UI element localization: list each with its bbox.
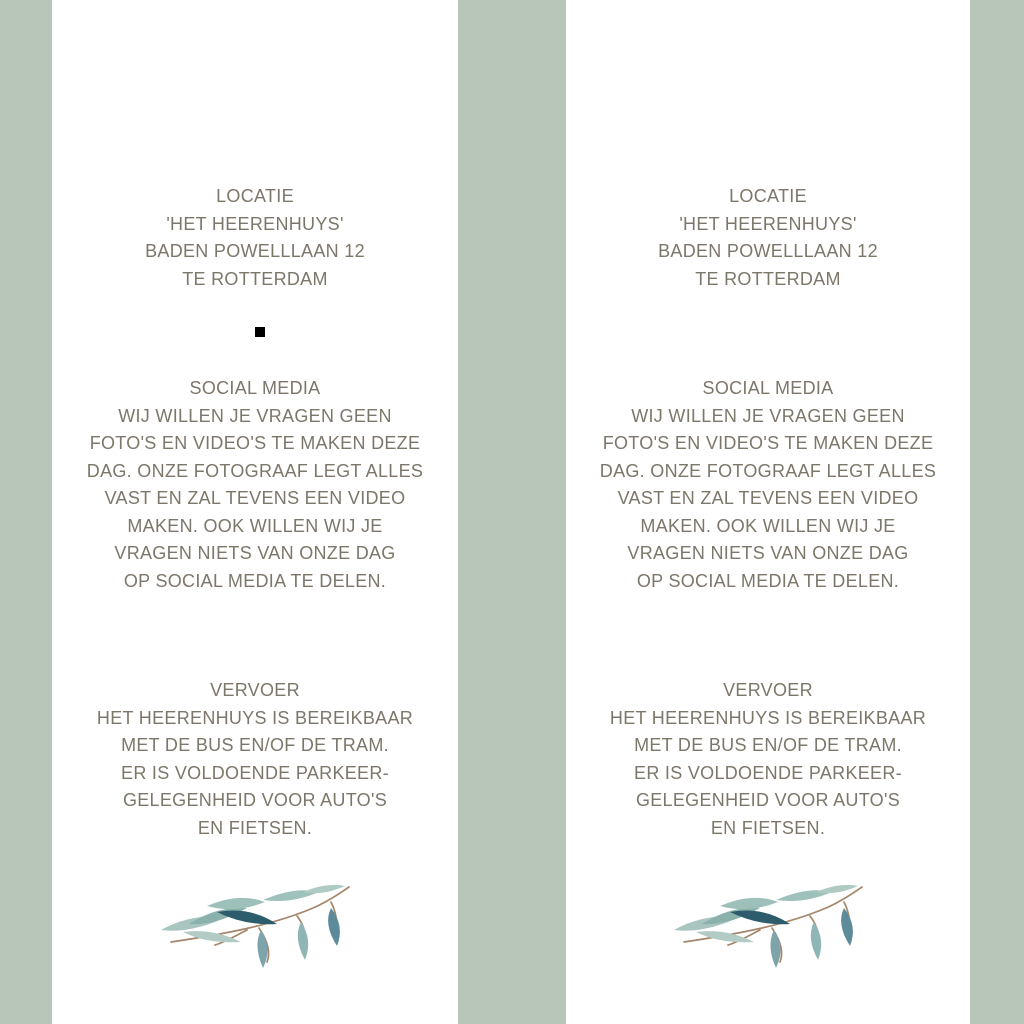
- social-media-line: DAG. ONZE FOTOGRAAF LEGT ALLES: [599, 460, 937, 481]
- social-media-line: VAST EN ZAL TEVENS EEN VIDEO: [104, 488, 406, 508]
- social-media-heading: SOCIAL MEDIA: [189, 378, 321, 398]
- social-media-line: FOTO'S EN VIDEO'S TE MAKEN DEZE: [602, 433, 934, 453]
- vervoer-heading: VERVOER: [210, 680, 300, 700]
- location-section: [566, 183, 970, 293]
- vervoer-section: [566, 677, 970, 842]
- vervoer-line: HET HEERENHUYS IS BEREIKBAAR: [96, 707, 414, 728]
- vervoer-line: MET DE BUS EN/OF DE TRAM.: [121, 735, 389, 755]
- eucalyptus-branch-illustration: [668, 880, 868, 976]
- social-media-line: OP SOCIAL MEDIA TE DELEN.: [636, 570, 900, 591]
- social-media-line: WIJ WILLEN JE VRAGEN GEEN: [118, 405, 392, 426]
- vervoer-line: HET HEERENHUYS IS BEREIKBAAR: [609, 707, 927, 728]
- vervoer-line: EN FIETSEN.: [197, 817, 313, 838]
- social-media-line: MAKEN. OOK WILLEN WIJ JE: [640, 515, 896, 536]
- location-line: TE ROTTERDAM: [182, 268, 328, 289]
- social-media-heading: SOCIAL MEDIA: [702, 378, 834, 398]
- social-media-line: FOTO'S EN VIDEO'S TE MAKEN DEZE: [89, 433, 421, 453]
- social-media-line: DAG. ONZE FOTOGRAAF LEGT ALLES: [86, 460, 424, 481]
- green-band-right: [970, 0, 1024, 1024]
- location-line: 'HET HEERENHUYS': [166, 213, 344, 234]
- vervoer-line: ER IS VOLDOENDE PARKEER-: [121, 762, 389, 783]
- green-band-middle: [458, 0, 566, 1024]
- vervoer-section: [52, 677, 458, 842]
- location-heading: LOCATIE: [729, 186, 807, 206]
- social-media-section: [566, 375, 970, 595]
- vervoer-line: MET DE BUS EN/OF DE TRAM.: [634, 735, 902, 755]
- green-band-left: [0, 0, 52, 1024]
- location-section: [52, 183, 458, 293]
- vervoer-line: EN FIETSEN.: [710, 817, 826, 838]
- card-panel-left: [52, 0, 458, 1024]
- text-cursor-square: [255, 327, 265, 337]
- social-media-line: VRAGEN NIETS VAN ONZE DAG: [114, 543, 396, 563]
- card-panel-right: [566, 0, 970, 1024]
- vervoer-line: ER IS VOLDOENDE PARKEER-: [634, 762, 902, 783]
- vervoer-line: GELEGENHEID VOOR AUTO'S: [122, 790, 388, 810]
- social-media-line: WIJ WILLEN JE VRAGEN GEEN: [631, 405, 905, 426]
- social-media-line: OP SOCIAL MEDIA TE DELEN.: [123, 570, 387, 591]
- social-media-line: VRAGEN NIETS VAN ONZE DAG: [627, 543, 909, 563]
- location-line: BADEN POWELLLAAN 12: [145, 241, 365, 261]
- social-media-section: [52, 375, 458, 595]
- location-line: 'HET HEERENHUYS': [679, 213, 857, 234]
- location-heading: LOCATIE: [216, 186, 294, 206]
- vervoer-line: GELEGENHEID VOOR AUTO'S: [635, 790, 901, 810]
- vervoer-heading: VERVOER: [723, 680, 813, 700]
- location-line: TE ROTTERDAM: [695, 268, 841, 289]
- social-media-line: VAST EN ZAL TEVENS EEN VIDEO: [617, 488, 919, 508]
- social-media-line: MAKEN. OOK WILLEN WIJ JE: [127, 515, 383, 536]
- location-line: BADEN POWELLLAAN 12: [658, 241, 878, 261]
- eucalyptus-branch-illustration: [155, 880, 355, 976]
